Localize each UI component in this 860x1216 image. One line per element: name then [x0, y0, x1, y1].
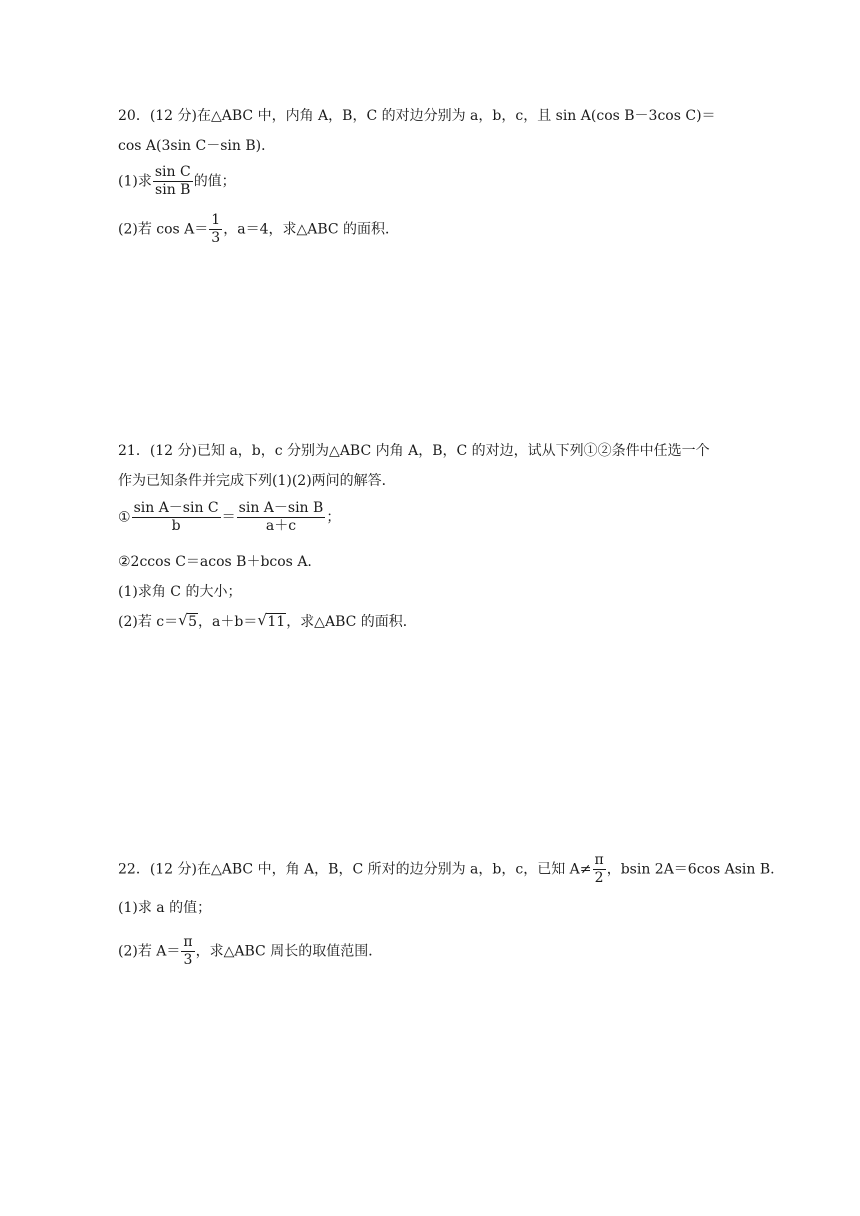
- equals-sign: ＝: [221, 509, 236, 526]
- problem-21-question-1: (1)求角 C 的大小；: [118, 584, 242, 600]
- condition-1-marker: ①: [118, 509, 131, 526]
- radicand: 11: [267, 614, 286, 630]
- fraction-one-third: [209, 212, 222, 247]
- q1-prefix: (1)求: [118, 173, 152, 190]
- problem-22-question-2: [118, 934, 382, 969]
- fraction-sinC-over-sinB: [153, 164, 193, 199]
- problem-20-question-1: [118, 164, 236, 199]
- fraction-denominator: 2: [594, 870, 604, 886]
- problem-20-line-1: 20．(12 分)在△ABC 中，内角 A，B，C 的对边分别为 a，b，c，且 sin A(cos B－3cos C)＝: [118, 108, 716, 124]
- radicand: 5: [188, 614, 198, 630]
- q2-prefix: (2)若 A＝: [118, 943, 181, 960]
- problem-21-line-2: 作为已知条件并完成下列(1)(2)两问的解答．: [118, 473, 396, 489]
- fraction-right: [237, 500, 326, 535]
- fraction-left: [132, 500, 221, 535]
- problem-22-question-1: (1)求 a 的值；: [118, 900, 212, 916]
- problem-21-condition-1: [118, 500, 340, 535]
- problem-21-condition-2: ②2ccos C＝acos B＋bcos A.: [118, 554, 312, 570]
- problem-20-question-2: [118, 212, 399, 247]
- q2-suffix: ，求△ABC 周长的取值范围．: [195, 943, 383, 960]
- sqrt-5: [178, 612, 198, 632]
- fraction-denominator: b: [171, 518, 181, 534]
- q1-suffix: 的值；: [193, 173, 236, 190]
- condition-1-suffix: ；: [326, 509, 341, 526]
- problem-22-line-1: [118, 852, 775, 887]
- problem-20-line-2: cos A(3sin C－sin B)．: [118, 138, 276, 154]
- sqrt-11: [257, 612, 286, 632]
- radical-sign-icon: √: [257, 611, 267, 629]
- fraction-numerator: π: [183, 934, 193, 950]
- fraction-pi-over-3: [181, 934, 194, 969]
- fraction-numerator: sin A－sin B: [238, 500, 324, 516]
- q2-suffix: ，a＝4，求△ABC 的面积．: [223, 221, 400, 238]
- q2-suffix: ，求△ABC 的面积．: [286, 614, 417, 630]
- fraction-denominator: 3: [211, 230, 221, 246]
- fraction-denominator: 3: [183, 952, 193, 968]
- fraction-denominator: a＋c: [265, 518, 297, 534]
- radical-sign-icon: √: [178, 611, 188, 629]
- fraction-numerator: 1: [211, 212, 221, 228]
- q2-prefix: (2)若 c＝: [118, 614, 179, 630]
- q2-middle: ，a＋b＝: [198, 614, 258, 630]
- fraction-numerator: π: [594, 852, 604, 868]
- fraction-pi-over-2: [593, 852, 606, 887]
- line-1-suffix: ，bsin 2A＝6cos Asin B.: [606, 861, 775, 878]
- problem-21-question-2: [118, 612, 417, 632]
- problem-21-line-1: 21．(12 分)已知 a，b，c 分别为△ABC 内角 A，B，C 的对边，试从下列①②条件中任选一个: [118, 443, 710, 459]
- fraction-numerator: sin A－sin C: [133, 500, 219, 516]
- q2-prefix: (2)若 cos A＝: [118, 221, 209, 238]
- line-1-prefix: 22．(12 分)在△ABC 中，角 A，B，C 所对的边分别为 a，b，c，已知 A≠: [118, 861, 592, 878]
- fraction-denominator: sin B: [155, 182, 191, 198]
- fraction-numerator: sin C: [154, 164, 191, 180]
